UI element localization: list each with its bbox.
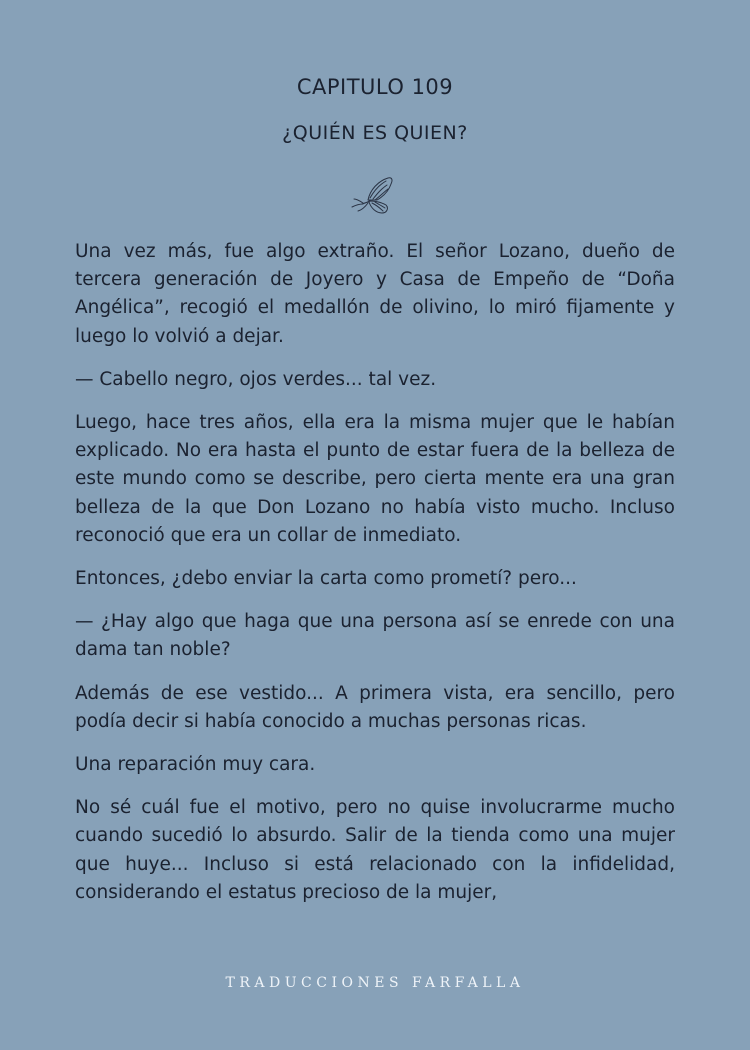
paragraph: — Cabello negro, ojos verdes... tal vez. xyxy=(75,368,437,390)
chapter-subtitle: ¿QUIÉN ES QUIEN? xyxy=(282,122,468,144)
paragraph: Además de ese vestido... A primera vista, era sencillo, pero podía decir si había conocido a muchas personas ricas. xyxy=(75,682,675,732)
butterfly-icon xyxy=(348,174,396,218)
paragraph: Una vez más, fue algo extraño. El señor Lozano, dueño de tercera generación de Joyero y Casa de Empeño de “Doña Angélica”, recogió el medallón de olivino, lo miró fijamente y luego lo volvió a dejar. xyxy=(75,241,675,347)
paragraph: Luego, hace tres años, ella era la misma mujer que le habían explicado. No era hasta el punto de estar fuera de la belleza de este mundo como se describe, pero cierta mente era una gran belleza de la que Don Lozano no había visto mucho. Incluso reconoció que era un collar de inmediato. xyxy=(75,412,675,546)
chapter-body xyxy=(75,238,675,922)
paragraph: Una reparación muy cara. xyxy=(75,754,316,776)
chapter-title: CAPITULO 109 xyxy=(296,75,454,99)
paragraph: — ¿Hay algo que haga que una persona así se enrede con una dama tan noble? xyxy=(75,611,675,661)
footer-credit: TRADUCCIONES FARFALLA xyxy=(225,975,525,991)
paragraph: Entonces, ¿debo enviar la carta como prometí? pero... xyxy=(75,568,577,590)
paragraph: No sé cuál fue el motivo, pero no quise involucrarme mucho cuando sucedió lo absurdo. Salir de la tienda como una mujer que huye... Incluso si está relacionado con la infidelidad, considerando el estatus precioso de la mujer, xyxy=(75,797,675,903)
